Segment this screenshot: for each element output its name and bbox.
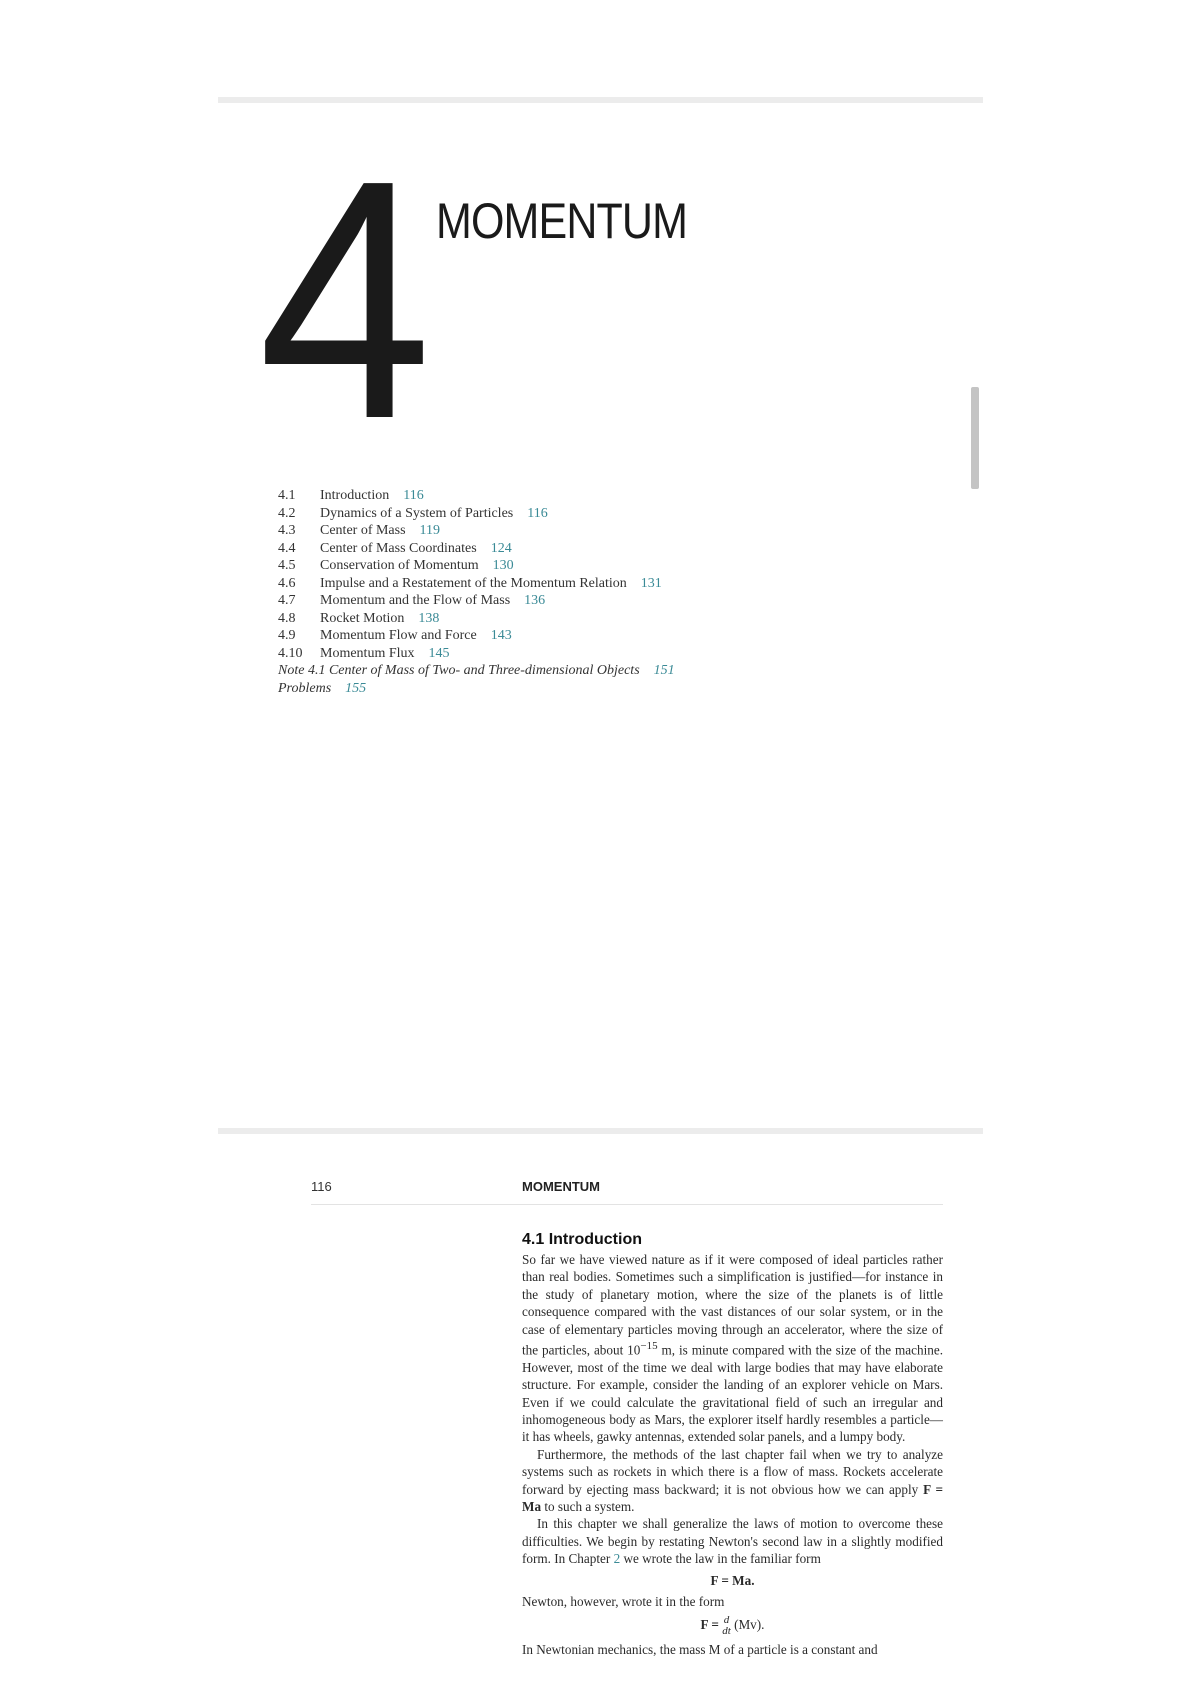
paragraph: In this chapter we shall generalize the laws of motion to overcome these difficulties. We begin by restating Newton's second law in a slightly modified form. In Chapter 2 we wrote the law in the familiar form (522, 1516, 943, 1567)
scrollbar-thumb[interactable] (971, 387, 979, 489)
header-rule (311, 1204, 943, 1205)
toc-entry[interactable]: 4.6 Impulse and a Restatement of the Momentum Relation 131 (278, 575, 662, 591)
paragraph: Furthermore, the methods of the last chapter fail when we try to analyze systems such as rockets in which there is a flow of mass. Rockets accelerate forward by ejecting mass backward; it is not obvious how we can apply F = Ma to such a system. (522, 1446, 943, 1515)
chapter-number: 4 (258, 110, 423, 490)
clipped-line: In Newtonian mechanics, the mass M of a particle is a constant and (522, 1641, 878, 1657)
toc-entry[interactable]: 4.10 Momentum Flux 145 (278, 645, 450, 661)
section-heading: 4.1 Introduction (522, 1231, 642, 1248)
toc-entry[interactable]: 4.8 Rocket Motion 138 (278, 610, 440, 626)
page-top-edge (218, 97, 983, 103)
equation: F = Ma. (710, 1572, 755, 1588)
toc-entry[interactable]: 4.1 Introduction 116 (278, 488, 424, 503)
chapter-title: MOMENTUM (436, 193, 688, 249)
toc-entry[interactable]: 4.2 Dynamics of a System of Particles 116 (278, 505, 548, 521)
toc-entry[interactable]: 4.9 Momentum Flow and Force 143 (278, 628, 512, 643)
body-text (522, 1251, 944, 1657)
toc-entry[interactable]: 4.7 Momentum and the Flow of Mass 136 (278, 593, 546, 608)
table-of-contents (278, 487, 675, 697)
toc-entry[interactable]: 4.5 Conservation of Momentum 130 (278, 558, 514, 573)
equation: F = d dt (Mv). (700, 1613, 765, 1637)
fraction: d dt (722, 1613, 731, 1637)
paragraph: So far we have viewed nature as if it were composed of ideal particles rather than real bodies. Sometimes such a simplification is justified—for instance in the study of planetary motion, where the size of the planets is of little consequence compared with the vast distances of our solar system, or in the case of elementary particles moving through an accelerator, where the size of the particles, about $10^{-15}$ m, is minute compared with the size of the machine. However, most of the time we deal with large bodies that may have elaborate structure. For example, consider the landing of an explorer vehicle on Mars. Even if we could calculate the gravitational field of such an irregular and inhomogeneous body as Mars, the explorer itself hardly resembles a particle—it has wheels, gawky antennas, extended solar panels, and a lumpy body. (522, 1252, 944, 1445)
toc-entry[interactable]: 4.4 Center of Mass Coordinates 124 (278, 540, 512, 556)
toc-note-entry[interactable]: Note 4.1 Center of Mass of Two- and Three-dimensional Objects 151 (278, 663, 675, 678)
page-number: 116 (311, 1179, 332, 1194)
paragraph: Newton, however, wrote it in the form (522, 1594, 725, 1610)
toc-problems-entry[interactable]: Problems 155 (278, 680, 367, 696)
chapter-link[interactable]: 2 (613, 1551, 621, 1567)
page-separator (218, 1128, 983, 1134)
toc-entry[interactable]: 4.3 Center of Mass 119 (278, 523, 441, 538)
running-title: MOMENTUM (522, 1179, 600, 1194)
